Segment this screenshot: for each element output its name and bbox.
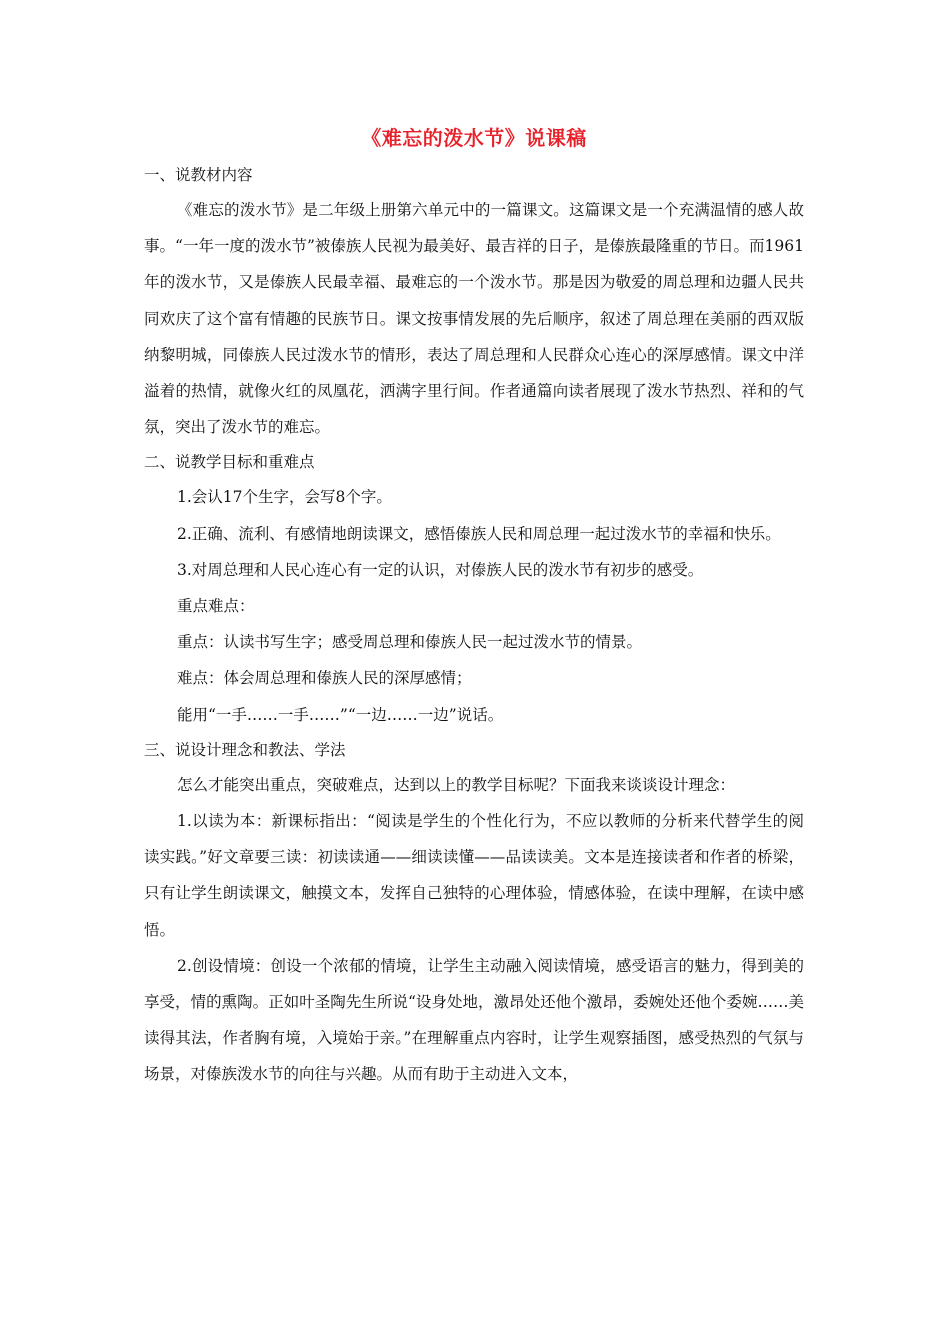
difficult-point: 难点：体会周总理和傣族人民的深厚感情；: [177, 669, 472, 688]
difficult-point-continued: 能用“一手……一手……”“一边……一边”说话。: [177, 705, 504, 724]
key-point: 重点：认读书写生字；感受周总理和傣族人民一起过泼水节的情景。: [177, 633, 643, 652]
design-item-2: 2.创设情境：创设一个浓郁的情境，让学生主动融入阅读情境，感受语言的魅力，得到美的享受，情的熏陶。正如叶圣陶先生所说“设身处地，激昂处还他个激昂，委婉处还他个委婉……美读得其法，作者胸有境，入境始于亲。”在理解重点内容时，让学生观察插图，感受热烈的气氛与场景，对傣族泼水节的向往与兴趣。从而有助于主动进入文本，: [144, 956, 804, 1084]
document-page: [144, 120, 804, 1093]
goal-item-2: 2.正确、流利、有感情地朗读课文，感悟傣族人民和周总理一起过泼水节的幸福和快乐。: [177, 524, 781, 543]
design-item-1: 1.以读为本：新课标指出：“阅读是学生的个性化行为，不应以教师的分析来代替学生的阅读实践。”好文章要三读：初读读通——细读读懂——品读读美。文本是连接读者和作者的桥梁，只有让学生朗读课文，触摸文本，发挥自己独特的心理体验，情感体验，在读中理解，在读中感悟。: [144, 812, 804, 939]
section-heading-design-methods: 三、说设计理念和教法、学法: [144, 740, 346, 759]
teaching-content-paragraph: 《难忘的泼水节》是二年级上册第六单元中的一篇课文。这篇课文是一个充满温情的感人故事。“一年一度的泼水节”被傣族人民视为最美好、最吉祥的日子，是傣族最隆重的节日。而1961年的泼水节，又是傣族人民最幸福、最难忘的一个泼水节。那是因为敬爱的周总理和边疆人民共同欢庆了这个富有情趣的民族节日。课文按事情发展的先后顺序，叙述了周总理在美丽的西双版纳黎明城，同傣族人民过泼水节的情形，表达了周总理和人民群众心连心的深厚感情。课文中洋溢着的热情，就像火红的凤凰花，洒满字里行间。作者通篇向读者展现了泼水节热烈、祥和的气氛，突出了泼水节的难忘。: [144, 201, 804, 437]
section-heading-goals: 二、说教学目标和重难点: [144, 453, 315, 472]
key-difficult-heading: 重点难点：: [177, 597, 255, 616]
section-heading-teaching-content: 一、说教材内容: [144, 166, 253, 184]
document-title: 《难忘的泼水节》说课稿: [361, 126, 587, 150]
goal-item-1: 1.会认17个生字，会写8个字。: [177, 488, 392, 507]
design-intro: 怎么才能突出重点，突破难点，达到以上的教学目标呢？下面我来谈谈设计理念：: [177, 775, 736, 794]
goal-item-3: 3.对周总理和人民心连心有一定的认识，对傣族人民的泼水节有初步的感受。: [177, 560, 704, 579]
